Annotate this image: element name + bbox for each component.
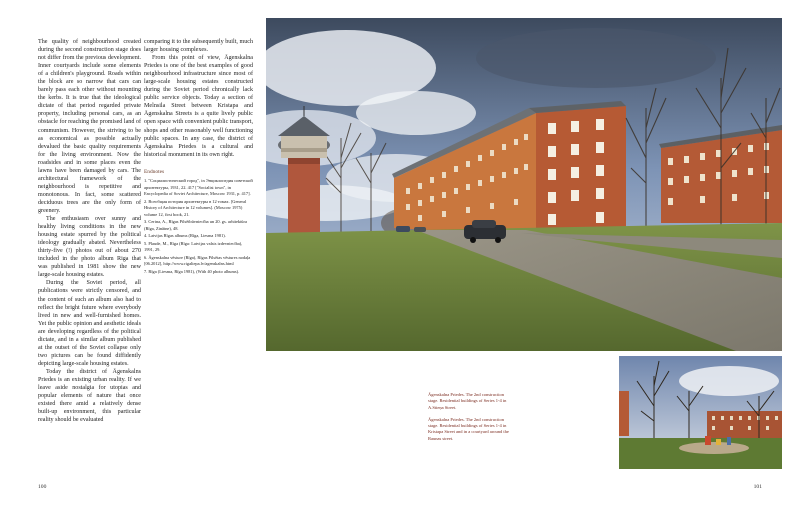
paragraph: From this point of view, Āgenskalna Priedes is one of the best examples of good neighbourhood infrastructure since most of large-scale housing estates constructed during the Soviet period chronically lack public service objects. Today a section of Melnsila Street between Kristapa and Āgenskalna Streets is a quite lively public open space with convenient public transport, shops and other reasonably well functioning public spaces. In any case, the district of Āgenskalna Priedes is a cultural and historical monument in its own right. <box>144 55 253 158</box>
endnote: 1. "Социалистический город", in Энциклопедия советской архитектуры, 1931, 22. 417 ["Socialist town", in Encyclopedia of Soviet Architecture, Moscow 1931, p. 417]. <box>144 178 253 197</box>
endnote: 3. Cerina, A., Rīgas Pilsētbūvniecība un 20. gs. arhitektūra (Rīga, Zinātne), 48. <box>144 219 247 231</box>
page-number-left: 100 <box>38 484 47 490</box>
caption-main-photo: Āgenskalna Priedes. The 2nd construction stage. Residential buildings of Series 1-4 in A.Stieņa Street. <box>428 392 507 410</box>
endnotes <box>144 169 253 276</box>
endnote: 6. Āgenskalna vēsture (Rīga), Rīgas Pilsētas vēstures nodaļa [06.2012], http://www.rigaliepa.lv/agenskalns.html <box>144 254 251 267</box>
endnote: 4. Latvijas Rīgas albums (Rīga, Liesma 1981). <box>144 233 226 239</box>
caption-small-photo: Āgenskalna Priedes. The 2nd construction stage. Residential buildings of Series 1-4 in Kristapa Street and in a courtyard around the Raunas street. <box>428 416 509 441</box>
photo-captions <box>428 392 510 448</box>
paragraph: Today the district of Āgenskalns Priedes is an existing urban reality. If we leave aside nostalgia for utopias and popular elements of nature that once existed there amid a relatively dense built-up environment, this particular reality should be evaluated <box>38 368 141 424</box>
paragraph: comparing it to the subsequently built, much larger housing complexes. <box>144 39 253 54</box>
paragraph: During the Soviet period, all publications were strictly censored, and the content of such an album also had to reflect the bright future where everybody lived in new and well-furnished homes. Yet the public opinion and aesthetic ideals are developing regardless of the political dictate, and in a similar album published at the outset of the Soviet collapse only two pictures can be found diffidently depicting large-scale housing estates. <box>38 280 141 367</box>
paragraph: The enthusiasm over sunny and healthy living conditions in the new housing estate spurred by the political ideology gradually abated. Nevertheless thirty-five (!) photos out of about 270 included in the photo album Riga that was published in 1981 show the new large-scale housing estates. <box>38 216 141 279</box>
endnote: 2. Всеобщая история архитектуры в 12 томах. [General History of Architecture in 12 volumes]. (Moscow 1975) volume 12, first book, 21. <box>144 198 247 217</box>
small-photo-courtyard <box>619 356 782 469</box>
page-number-right: 101 <box>753 484 762 490</box>
paragraph: The quality of neighbourhood created during the second construction stage does not differ from the previous development. Inner courtyards include some elements of a children's playground. Roads within the block are so narrow that cars can barely pass each other without mounting the kerbs. It is true that the ideological dictate of that period regarded private property, including personal cars, as an obstacle for reaching the promised land of communism. However, the striving to be as economical as possible actually devalued the basic quality requirements for the living environment. Now the roadsides and in some places even the lawns have been damaged by cars. The architectural framework of the neighbourhood is repetitive and monotonous. In fact, some scattered deciduous trees are the only form of greenery. <box>38 39 141 214</box>
endnote: 5. Plaude, M., Rīga (Rīga: Latvijas valsts izdevniecība), 1991, 29. <box>144 240 243 253</box>
endnotes-title: Endnotes <box>144 168 165 175</box>
main-photo-housing-block <box>266 18 782 351</box>
text-column-2 <box>144 38 253 276</box>
endnote: 7. Rīga (Liesma, Rīga 1981), (With 40 photo albums). <box>144 268 240 274</box>
text-column-1 <box>38 38 141 424</box>
